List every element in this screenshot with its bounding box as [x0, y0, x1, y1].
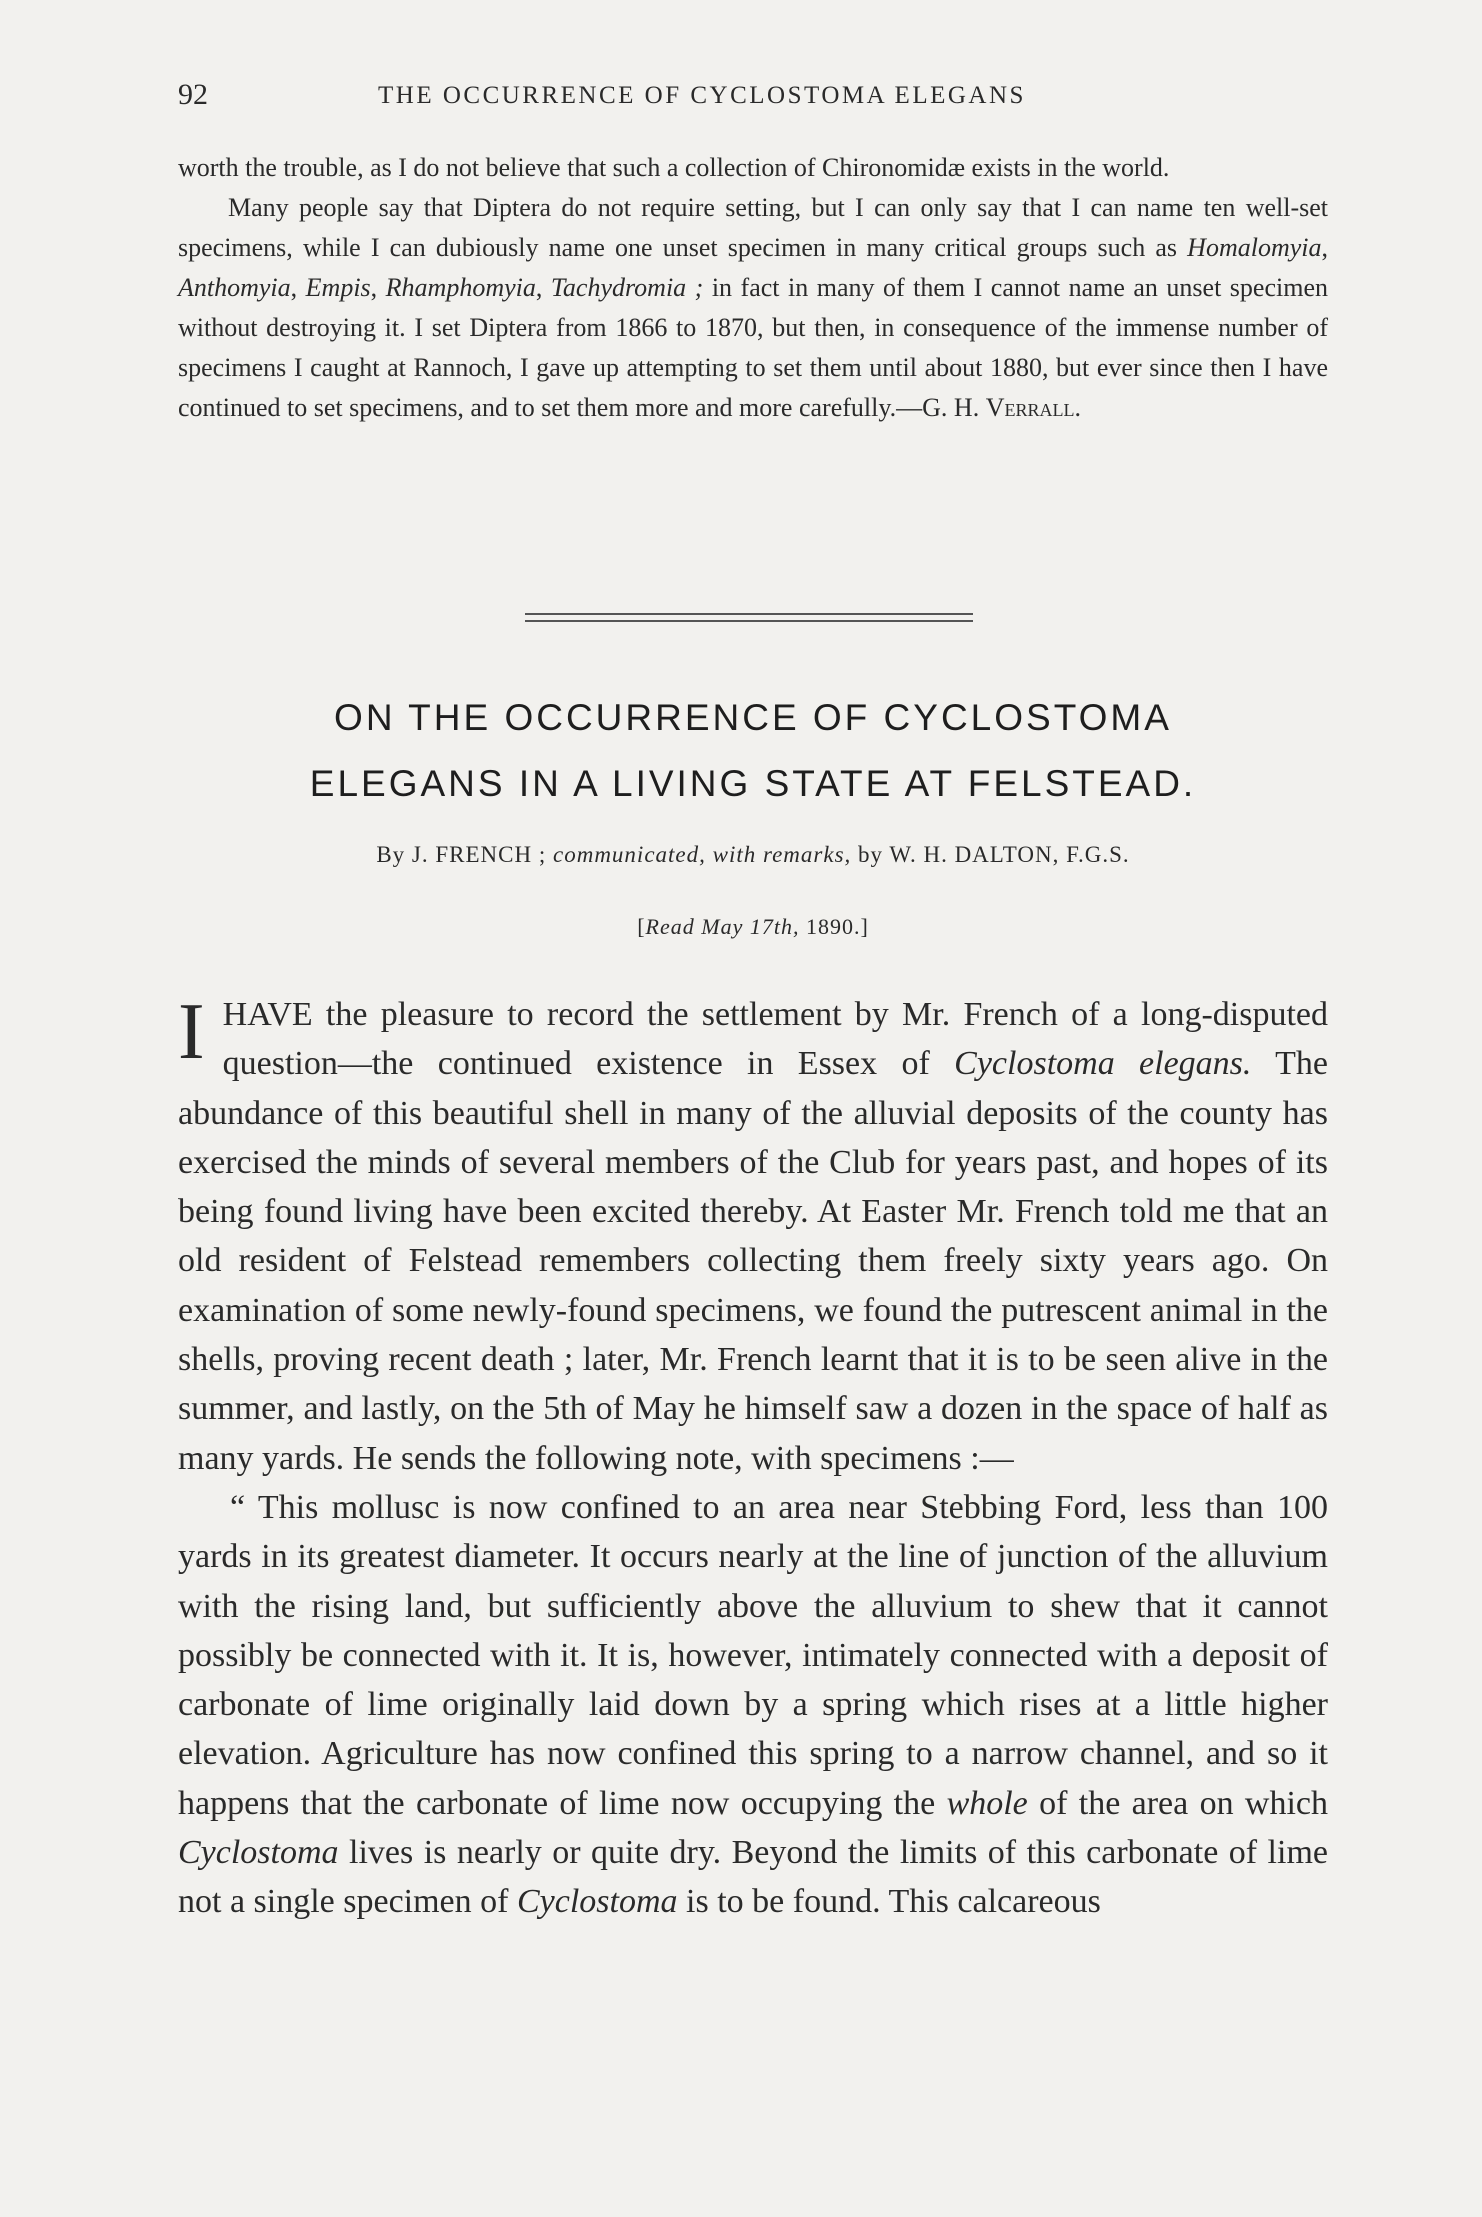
emphasis: whole — [946, 1784, 1028, 1822]
species-name: Cyclostoma elegans. — [954, 1045, 1252, 1083]
bracket: [ — [637, 914, 646, 939]
read-year: 1890.] — [799, 914, 869, 939]
paragraph — [178, 188, 1328, 428]
genus-name: Cyclostoma — [178, 1834, 339, 1872]
separator: , — [370, 273, 386, 302]
author-signature: Verrall. — [985, 393, 1081, 422]
title-line: ON THE OCCURRENCE OF CYCLOSTOMA — [334, 697, 1172, 738]
paragraph-text: lives is nearly or quite dry. Beyond the limits of this carbonate of lime not a single specimen of — [178, 1834, 1328, 1921]
prior-article-ending — [178, 148, 1328, 428]
title-line: ELEGANS IN A LIVING STATE AT FELSTEAD. — [309, 763, 1197, 804]
drop-cap: I — [178, 988, 205, 1076]
genus-name: Cyclostoma — [516, 1883, 678, 1921]
paragraph-text: of the area on which — [1027, 1784, 1329, 1822]
read-date-text: Read May 17th, — [645, 914, 800, 939]
genus-name: Homalomyia — [1187, 233, 1322, 262]
paragraph-text: is to be found. This calcareous — [677, 1883, 1101, 1921]
byline-note: communicated, with remarks, — [553, 842, 852, 867]
paragraph-text: Many people say that Diptera do not require setting, but I can only say that I can name ten well-set specimens, while I can dubiously name one unset specimen in many critical groups such as — [178, 193, 1328, 262]
paragraph — [178, 990, 1328, 1483]
paragraph — [178, 148, 1328, 188]
paragraph-text: worth the trouble, as I do not believe that such a collection of Chironomidæ exists in the world. — [178, 153, 1170, 182]
paragraph-text: in fact in many of them I cannot name an unset specimen without destroying it. I set Diptera from 1866 to 1870, but then, in consequence of the immense number of specimens I caught at Rannoch, I gave up attempting to set them until about 1880, but ever since then I have continued to set specimens, and to set them more and more carefully.—G. H. — [178, 273, 1328, 422]
byline-author: By J. FRENCH ; — [376, 842, 553, 867]
separator: , — [535, 273, 551, 302]
genus-name: Tachydromia ; — [550, 273, 704, 302]
genus-name: Empis — [305, 273, 371, 302]
separator: , — [1321, 233, 1328, 262]
page-number: 92 — [178, 78, 208, 111]
running-head: THE OCCURRENCE OF CYCLOSTOMA ELEGANS — [378, 82, 1026, 109]
page-header — [178, 78, 1328, 118]
genus-name: Anthomyia — [178, 273, 291, 302]
byline — [178, 842, 1328, 868]
quoted-note — [178, 1483, 1328, 1927]
byline-communicator: by W. H. DALTON, F.G.S. — [851, 842, 1130, 867]
article-body — [178, 990, 1328, 1927]
section-divider — [525, 620, 973, 622]
read-date — [178, 914, 1328, 940]
separator: , — [290, 273, 306, 302]
genus-name: Rhamphomyia — [385, 273, 536, 302]
article-title — [178, 685, 1328, 817]
section-divider — [525, 613, 973, 615]
paragraph-text: HAVE the pleasure to record the settlement by Mr. French of a long-disputed question—the continued existence in Essex of — [222, 996, 1328, 1083]
paragraph-text: The abundance of this beautiful shell in many of the alluvial deposits of the county has exercised the minds of several members of the Club for years past, and hopes of its being found living have been excited thereby. At Easter Mr. French told me that an old resident of Felstead remembers collecting them freely sixty years ago. On examination of some newly-found specimens, we found the putrescent animal in the shells, proving recent death ; later, Mr. French learnt that it is to be seen alive in the summer, and lastly, on the 5th of May he himself saw a dozen in the space of half as many yards. He sends the following note, with specimens :— — [178, 1045, 1329, 1477]
paragraph-text: “ This mollusc is now confined to an area near Stebbing Ford, less than 100 yards in its greatest diameter. It occurs nearly at the line of junction of the alluvium with the rising land, but sufficiently above the alluvium to shew that it cannot possibly be connected with it. It is, however, intimately connected with a deposit of carbonate of lime originally laid down by a spring which rises at a little higher elevation. Agriculture has now confined this spring to a narrow channel, and so it happens that the carbonate of lime now occupying the — [178, 1488, 1328, 1822]
